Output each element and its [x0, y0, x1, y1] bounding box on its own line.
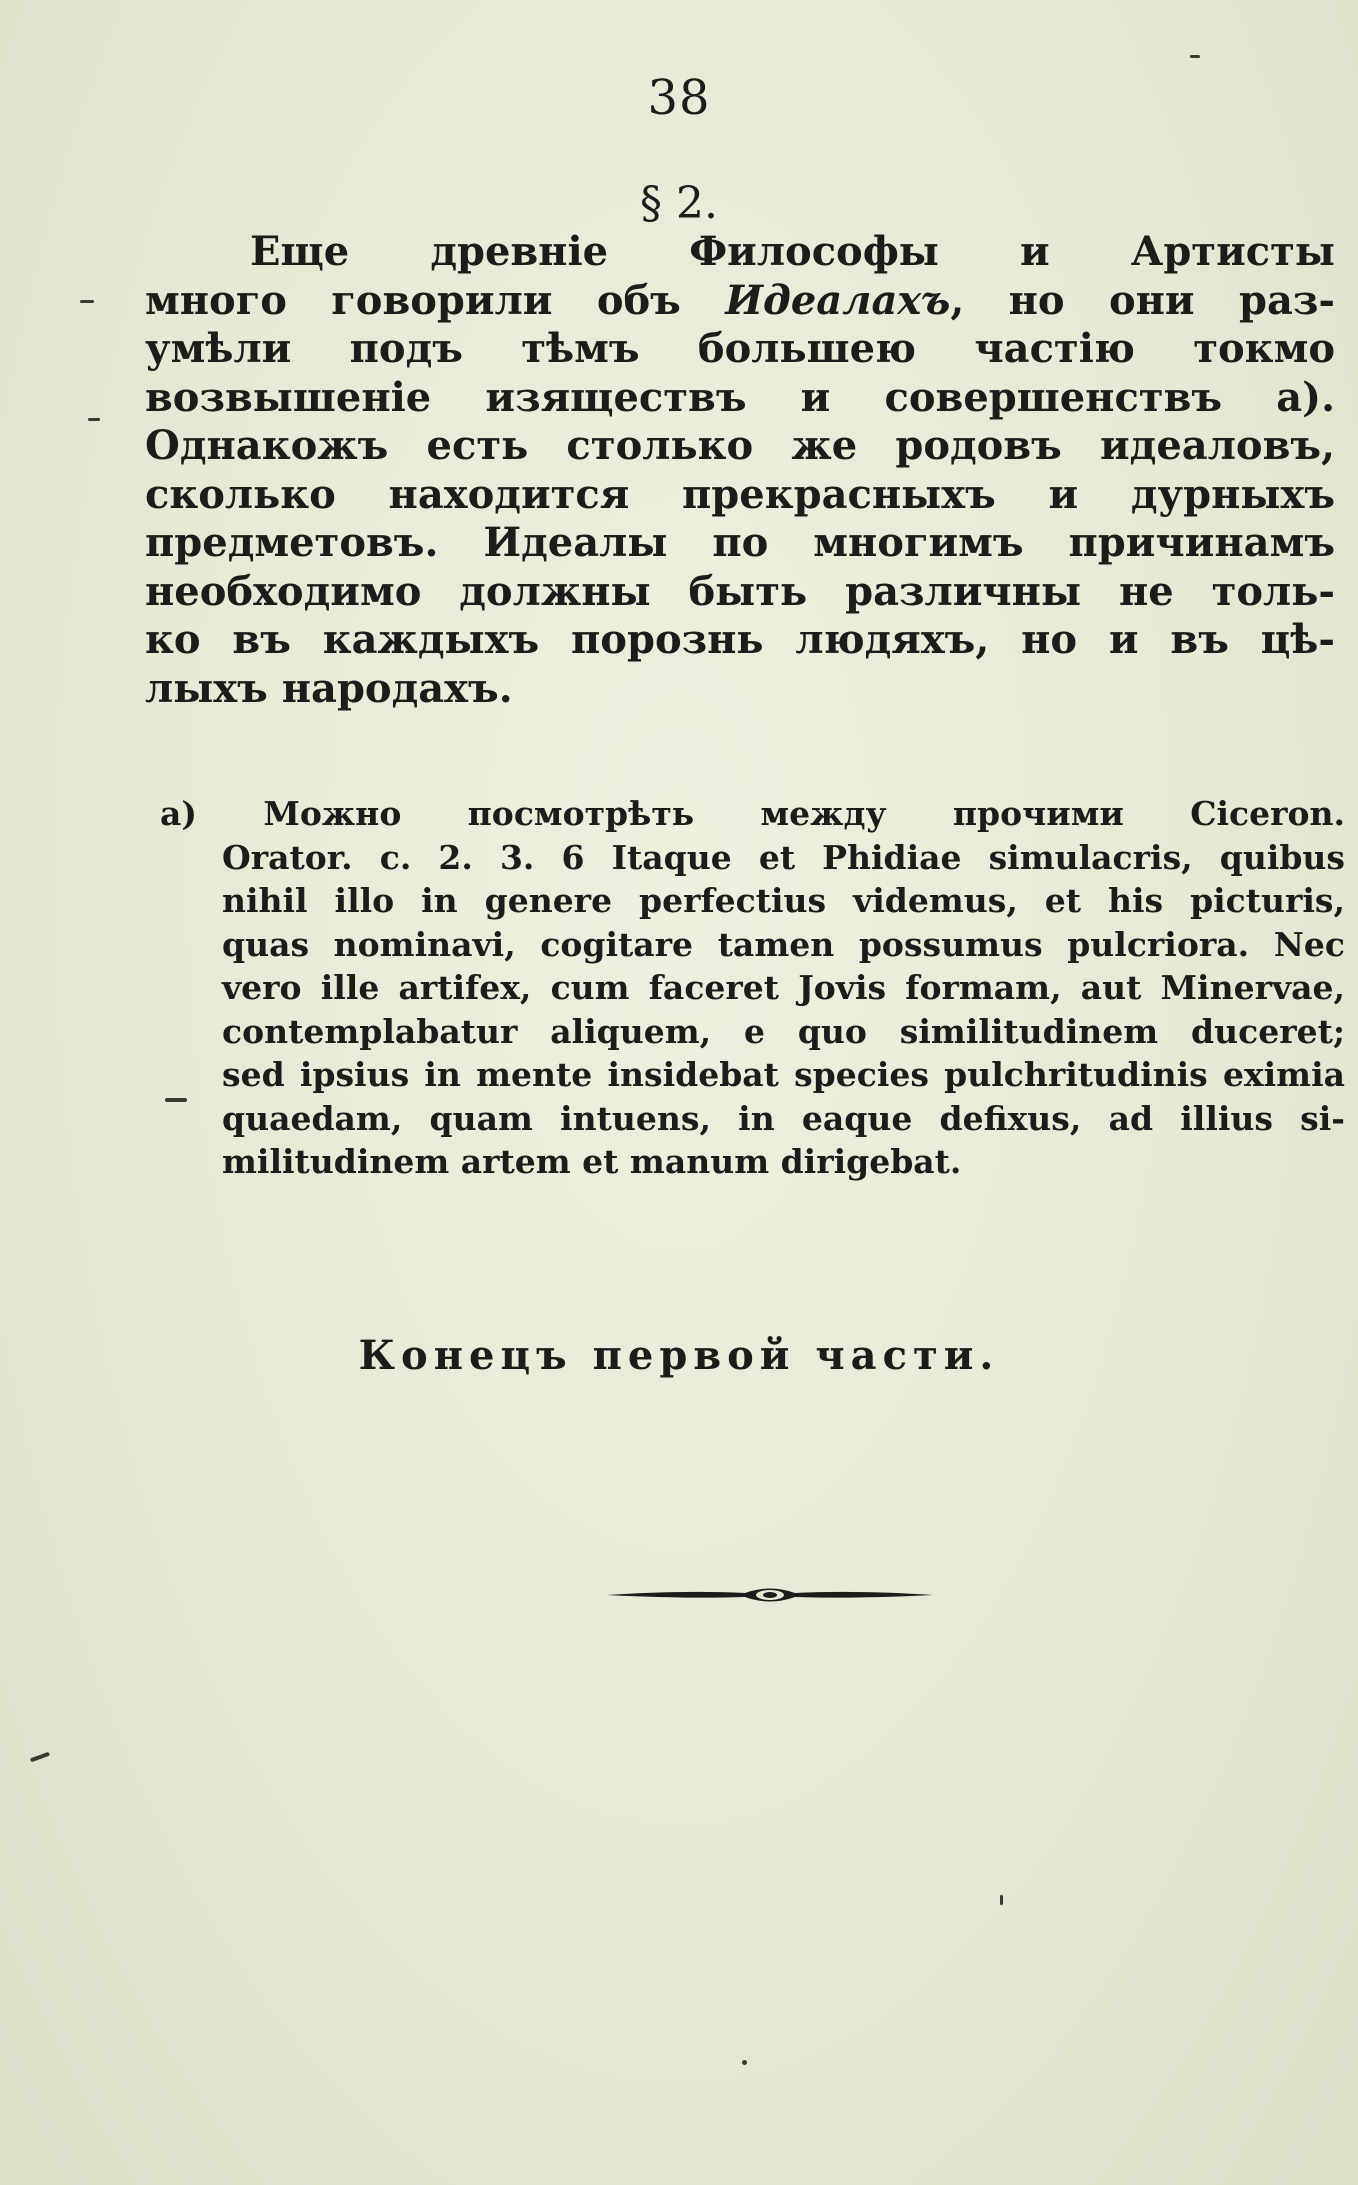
- footnote-line: vero ille artifex, cum faceret Jovis formam, aut Minervae,: [222, 968, 1345, 1007]
- footnote: [160, 792, 1345, 1184]
- footnote-line: militudinem artem et manum dirigebat.: [222, 1142, 962, 1181]
- paper-speck: [165, 1098, 187, 1102]
- end-of-part-title: Конецъ первой части.: [358, 1332, 1000, 1379]
- paragraph-line: Однакожъ есть столько же родовъ идеаловъ,: [145, 422, 1335, 469]
- paper-speck: [80, 300, 94, 303]
- italic-term: Идеалахъ: [725, 276, 951, 324]
- paragraph-line: Еще древніе Философы и Артисты: [250, 228, 1335, 275]
- page-number: 38: [647, 70, 711, 126]
- paragraph-line: возвышеніе изяществъ и совершенствъ а).: [145, 373, 1335, 421]
- paragraph-line: умѣли подъ тѣмъ большею частію токмо: [145, 325, 1335, 372]
- footnote-line: sed ipsius in mente insidebat species pulchritudinis eximia: [222, 1055, 1345, 1094]
- paragraph-line: ко въ каждыхъ порознь людяхъ, но и въ цѣ-: [145, 616, 1335, 663]
- footnote-line: a) Можно посмотрѣть между прочими Ciceron.: [160, 794, 1345, 833]
- footnote-line: contemplabatur aliquem, e quo similitudinem duceret;: [222, 1011, 1345, 1051]
- footnote-line: nihil illo in genere perfectius videmus, et his picturis,: [222, 881, 1345, 920]
- paragraph-line: предметовъ. Идеалы по многимъ причинамъ: [145, 519, 1335, 566]
- section-heading: § 2.: [640, 178, 718, 229]
- paper-speck: [1190, 55, 1200, 58]
- main-paragraph: [145, 228, 1335, 713]
- paragraph-line-italic: много говорили объ Идеалахъ, но они раз-: [145, 276, 1335, 324]
- paragraph-line: необходимо должны быть различны не толь-: [145, 567, 1335, 615]
- paragraph-line: лыхъ народахъ.: [145, 664, 513, 712]
- paper-speck: [1000, 1895, 1003, 1905]
- paper-speck: [88, 418, 100, 421]
- paper-speck: [742, 2060, 747, 2065]
- paragraph-line: сколько находится прекрасныхъ и дурныхъ: [145, 470, 1335, 518]
- paper-speck: [30, 1752, 50, 1763]
- footnote-line: quas nominavi, cogitare tamen possumus pulcriora. Nec: [222, 924, 1345, 964]
- tailpiece-ornament-icon: [605, 1580, 935, 1610]
- footnote-line: quaedam, quam intuens, in eaque defixus, ad illius si-: [222, 1098, 1345, 1138]
- footnote-line: Orator. c. 2. 3. 6 Itaque et Phidiae simulacris, quibus: [222, 837, 1345, 877]
